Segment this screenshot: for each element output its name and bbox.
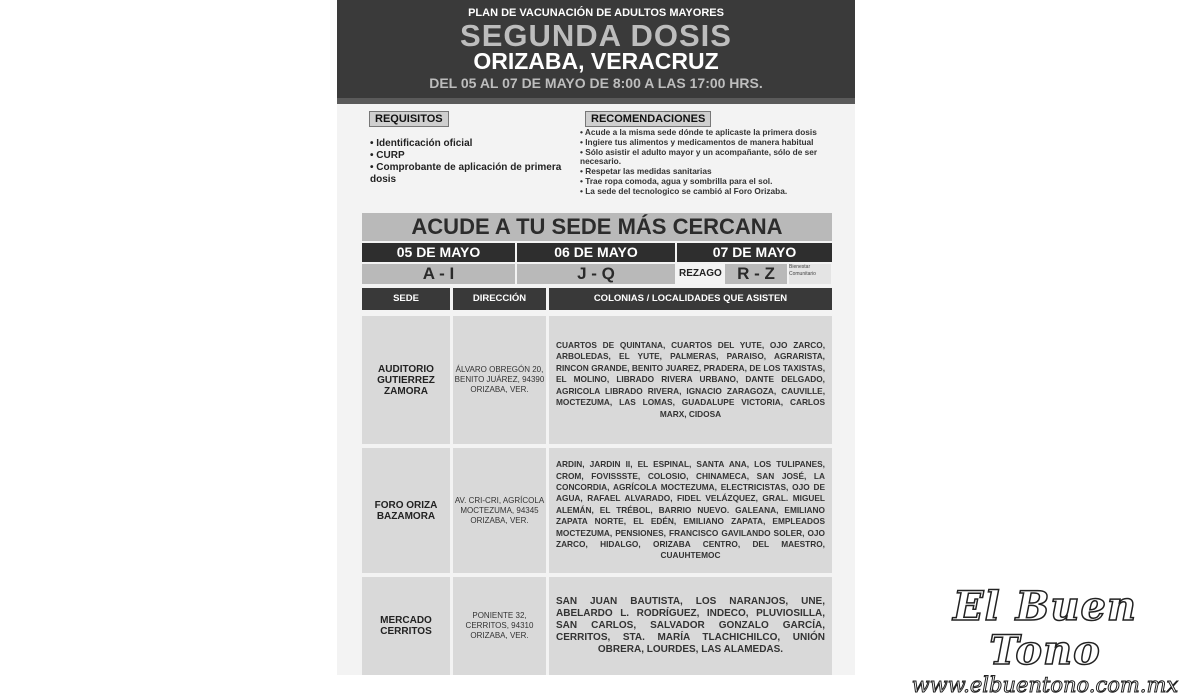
- table-row-1-sede: AUDITORIO GUTIERREZ ZAMORA: [362, 316, 450, 444]
- city-title: ORIZABA, VERACRUZ: [473, 48, 719, 74]
- rezago-label: REZAGO: [679, 268, 722, 279]
- elbuentono-watermark: [900, 585, 1190, 697]
- table-row-3-direccion: PONIENTE 32, CERRITOS, 94310 ORIZABA, VER.: [453, 577, 546, 675]
- header-colonias: COLONIAS / LOCALIDADES QUE ASISTEN: [549, 288, 832, 310]
- list-item: • Sólo asistir el adulto mayor y un acompañante, sólo de ser necesario.: [580, 146, 818, 167]
- day-3-date: 07 DE MAYO: [677, 243, 832, 262]
- plan-title: PLAN DE VACUNACIÓN DE ADULTOS MAYORES: [468, 7, 724, 19]
- dose-title: SEGUNDA DOSIS: [460, 18, 732, 53]
- table-row-2-direccion: AV. CRI-CRI, AGRÍCOLA MOCTEZUMA, 94345 ORIZABA, VER.: [453, 448, 546, 573]
- table-row-2-colonias: ARDIN, JARDIN II, EL ESPINAL, SANTA ANA, LOS TULIPANES, CROM, FOVISSSTE, COLOSIO, CHINAMECA, SAN JOSÉ, LA CONCORDIA, AGRÍCOLA MOCTEZUMA, ELECTRICISTAS, OJO DE AGUA, RAFAEL ALVARADO, FIDEL VELÁZQUEZ, GRAL. MIGUEL ALEMÁN, EL TRÉBOL, BARRIO NUEVO. GALEANA, EMILIANO ZAPATA NORTE, EL EDÉN, EMILIANO ZAPATA, EMPLEADOS MOCTEZUMA, PENSIONES, FRANCISCO GAVILANDO SOLER, OJO ZARCO, HIDALGO, ORIZABA CENTRO, DEL MAESTRO, CUAUHTEMOC: [549, 448, 832, 573]
- day-2-range: J - Q: [517, 264, 675, 284]
- schedule-title: ACUDE A TU SEDE MÁS CERCANA: [362, 213, 832, 241]
- vaccination-poster: [337, 0, 855, 675]
- logo-text: Bienestar Comunitario: [789, 264, 816, 277]
- list-item: • Respetar las medidas sanitarias: [580, 166, 712, 177]
- recomendaciones-title: RECOMENDACIONES: [585, 111, 711, 127]
- list-item: • Comprobante de aplicación de primera dosis: [370, 162, 562, 185]
- list-item: • CURP: [370, 150, 405, 161]
- table-row-2-sede: FORO ORIZA BAZAMORA: [362, 448, 450, 573]
- header-direccion: DIRECCIÓN: [453, 288, 546, 310]
- watermark-url: www.elbuentono.com.mx: [911, 673, 1179, 697]
- table-row-3-sede: MERCADO CERRITOS: [362, 577, 450, 675]
- day-1-range: A - I: [362, 264, 515, 284]
- day-3-range: R - Z: [725, 264, 787, 284]
- list-item: • Trae ropa comoda, agua y sombrilla para el sol.: [580, 175, 773, 186]
- list-item: • Acude a la misma sede dónde te aplicaste la primera dosis: [580, 127, 817, 137]
- day-2-date: 06 DE MAYO: [517, 243, 675, 262]
- watermark-title: El Buen Tono: [952, 583, 1138, 674]
- day-1-date: 05 DE MAYO: [362, 243, 515, 262]
- header-sede: SEDE: [362, 288, 450, 310]
- table-row-1-colonias: CUARTOS DE QUINTANA, CUARTOS DEL YUTE, OJO ZARCO, ARBOLEDAS, EL YUTE, PALMERAS, PARAISO, AGRARISTA, RINCON GRANDE, BENITO JUAREZ, PRADERA, DE LOS TAXISTAS, EL MOLINO, LIBRADO RIVERA URBANO, DANTE DELGADO, AGRICOLA LIBRADO RIVERA, IGNACIO ZARAGOZA, CAUVILLE, MOCTEZUMA, LAS LOMAS, GUADALUPE VICTORIA, CARLOS MARX, CIDOSA: [549, 316, 832, 444]
- bienestar-logo: [789, 264, 831, 284]
- recomendaciones-list: [580, 128, 830, 197]
- list-item: • Ingiere tus alimentos y medicamentos de manera habitual: [580, 136, 814, 147]
- list-item: • Identificación oficial: [370, 138, 473, 149]
- table-row-3-colonias: SAN JUAN BAUTISTA, LOS NARANJOS, UNE, ABELARDO L. RODRÍGUEZ, INDECO, PLUVIOSILLA, SAN CARLOS, SALVADOR GONZALO GARCÍA, CERRITOS, STA. MARÍA TLACHICHILCO, UNIÓN OBRERA, LOURDES, LAS ALAMEDAS.: [549, 577, 832, 675]
- date-range: DEL 05 AL 07 DE MAYO DE 8:00 A LAS 17:00 HRS.: [429, 75, 763, 91]
- requisitos-title: REQUISITOS: [369, 111, 449, 127]
- poster-header: [337, 0, 855, 98]
- table-row-1-direccion: ÁLVARO OBREGÓN 20, BENITO JUÁREZ, 94390 ORIZABA, VER.: [453, 316, 546, 444]
- requisitos-list: [370, 138, 570, 186]
- header-divider: [337, 98, 855, 104]
- list-item: • La sede del tecnologico se cambió al Foro Orizaba.: [580, 185, 788, 196]
